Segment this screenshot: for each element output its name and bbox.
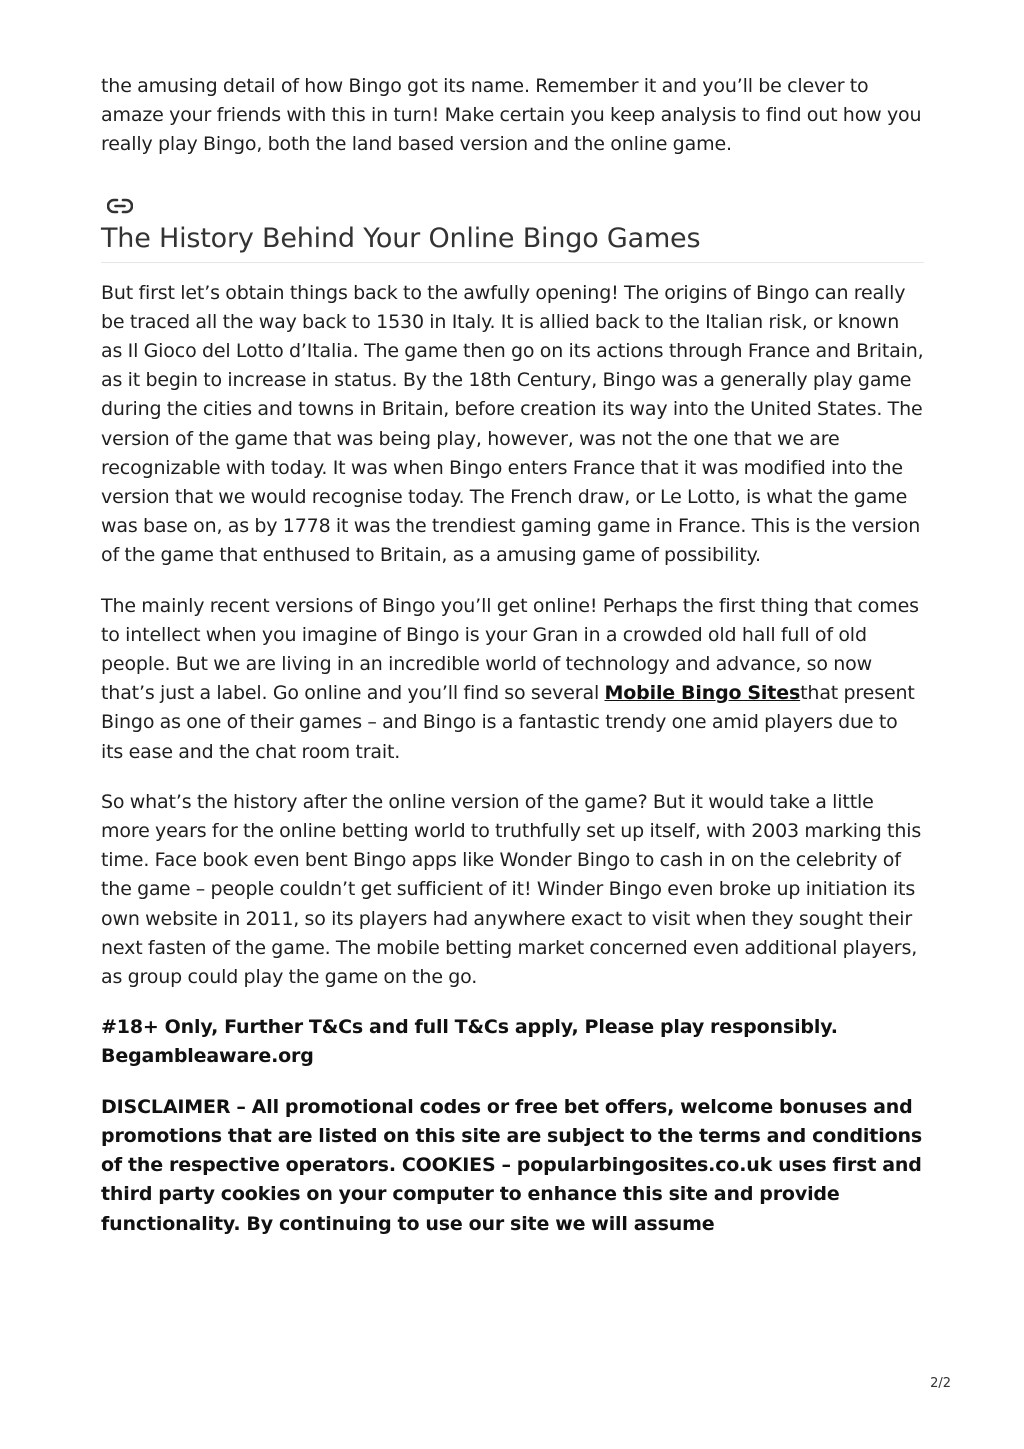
page-number: 2/2 [930,1376,951,1391]
section-heading: The History Behind Your Online Bingo Games [101,220,924,263]
online-history-paragraph: So what’s the history after the online version of the game? But it would take a little more years for the online betting world to truthfully set up itself, with 2003 marking this time. Face book even bent Bingo apps like Wonder Bingo to cash in on the celebrity of the game – people couldn’t get sufficient of it! Winder Bingo even broke up initiation its own website in 2011, so its players had anywhere exact to visit when they sought their next fasten of the game. The mobile betting market concerned even additional players, as group could play the game on the go. [101,790,922,989]
link-icon[interactable] [107,196,133,216]
age-notice: #18+ Only, Further T&Cs and full T&Cs apply, Please play responsibly. Begambleaware.org [101,1016,838,1068]
online-text-before: The mainly recent versions of Bingo you’ll get online! Perhaps the first thing that comes to intellect when you imagine of Bingo is your Gran in a crowded old hall full of old people. But we are living in an incredible world of technology and advance, so now that’s just a label. Go online and you’ll find so several [101,594,919,705]
online-paragraph [101,592,924,767]
history-paragraph: But first let’s obtain things back to the awfully opening! The origins of Bingo can really be traced all the way back to 1530 in Italy. It is allied back to the Italian risk, or known as Il Gioco del Lotto d’Italia. The game then go on its actions through France and Britain, as it begin to increase in status. By the 18th Century, Bingo was a generally play game during the cities and towns in Britain, before creation its way into the United States. The version of the game that was being play, however, was not the one that we are recognizable with today. It was when Bingo enters France that it was modified into the version that we would recognise today. The French draw, or Le Lotto, is what the game was base on, as by 1778 it was the trendiest gaming game in France. This is the version of the game that enthused to Britain, as a amusing game of possibility. [101,281,924,567]
mobile-bingo-sites-link[interactable]: Mobile Bingo Sites [604,682,801,705]
document-page [101,72,924,1260]
intro-paragraph: the amusing detail of how Bingo got its name. Remember it and you’ll be clever to amaze your friends with this in turn! Make certain you keep analysis to find out how you really play Bingo, both the land based version and the online game. [101,75,922,156]
disclaimer-paragraph: DISCLAIMER – All promotional codes or free bet offers, welcome bonuses and promotions that are listed on this site are subject to the terms and conditions of the respective operators. COOKIES – popularbingosites.co.uk uses first and third party cookies on your computer to enhance this site and provide functionality. By continuing to use our site we will assume [101,1095,923,1235]
online-text-after: that present Bingo as one of their games – and Bingo is a fantastic trendy one amid players due to its ease and the chat room trait. [101,682,915,763]
